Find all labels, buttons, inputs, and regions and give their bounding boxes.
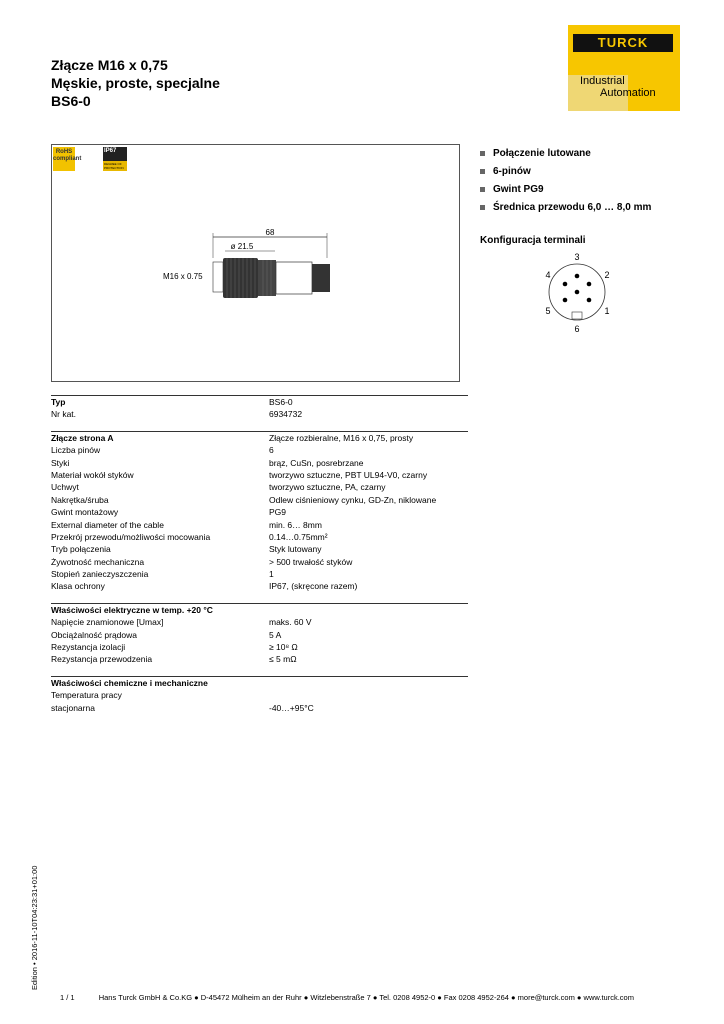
spec-value: brąz, CuSn, posrebrzane: [269, 457, 364, 468]
pin-label-4: 4: [545, 270, 551, 280]
spec-key: Stopień zanieczyszczenia: [51, 569, 149, 580]
spec-value: Styk lutowany: [269, 544, 322, 555]
bullet-icon: [480, 205, 485, 210]
spec-value: Odlew ciśnieniowy cynku, GD-Zn, niklowane: [269, 494, 437, 505]
spec-row: [51, 543, 468, 555]
spec-row: [51, 616, 468, 628]
feature-text: Średnica przewodu 6,0 … 8,0 mm: [493, 201, 652, 213]
spec-value: [269, 604, 468, 616]
spec-value: tworzywo sztuczne, PA, czarny: [269, 482, 386, 493]
spec-row: [51, 556, 468, 568]
logo-tagline: [580, 75, 656, 99]
spec-row: [51, 408, 468, 420]
spec-row: [51, 653, 468, 665]
spec-key: Nakrętka/śruba: [51, 494, 109, 505]
feature-text: Połączenie lutowane: [493, 147, 591, 159]
spec-value: [269, 689, 468, 701]
spec-row: [51, 432, 468, 444]
company-address: Hans Turck GmbH & Co.KG ● D-45472 Mülheim an der Ruhr ● Witzlebenstraße 7 ● Tel. 0208 4952-0 ● Fax 0208 4952-264 ● more@turck.com ● www.turck.com: [98, 993, 634, 1002]
feature-text: 6-pinów: [493, 165, 531, 177]
spec-key: Właściwości elektryczne w temp. +20 °C: [51, 604, 213, 615]
spec-value: 1: [269, 569, 274, 580]
pin-label-3: 3: [574, 252, 580, 262]
spec-key: Napięcie znamionowe [Umax]: [51, 617, 164, 628]
rohs-sub: compliant: [53, 156, 82, 162]
spec-key: Temperatura pracy: [51, 690, 122, 701]
spec-value: PG9: [269, 507, 287, 518]
connector-drawing: [155, 228, 350, 308]
feature-text: Gwint PG9: [493, 183, 544, 195]
title-line-3: BS6-0: [51, 93, 91, 109]
rohs-badge: [53, 147, 82, 171]
spec-row: [51, 641, 468, 653]
spec-row: [51, 506, 468, 518]
pin-label-1: 1: [604, 306, 610, 316]
spec-key: Uchwyt: [51, 482, 79, 493]
pin-diagram: [535, 250, 615, 340]
spec-row: [51, 677, 468, 689]
spec-value: ≥ 10⁸ Ω: [269, 642, 298, 653]
spec-value: Złącze rozbieralne, M16 x 0,75, prosty: [269, 432, 414, 443]
page-number: 1 / 1: [60, 993, 75, 1002]
spec-key: Właściwości chemiczne i mechaniczne: [51, 677, 208, 688]
spec-row: [51, 568, 468, 580]
feature-item: [480, 162, 651, 180]
feature-item: [480, 198, 651, 216]
spec-value: ≤ 5 mΩ: [269, 654, 297, 665]
pin-label-6: 6: [574, 324, 580, 334]
spec-table: [51, 395, 468, 724]
spec-value: tworzywo sztuczne, PBT UL94-V0, czarny: [269, 469, 428, 480]
pin-label-5: 5: [545, 306, 551, 316]
ip67-badge: [103, 147, 127, 171]
spec-key: Złącze strona A: [51, 432, 114, 443]
feature-list: [480, 144, 651, 216]
spec-key: External diameter of the cable: [51, 519, 164, 530]
spec-value: min. 6… 8mm: [269, 519, 322, 530]
spec-row: [51, 469, 468, 481]
spec-section: [51, 676, 468, 714]
spec-key: Gwint montażowy: [51, 507, 119, 518]
spec-row: [51, 396, 468, 408]
logo-line-1: Industrial: [580, 75, 625, 87]
ip-title: IP67: [104, 148, 117, 154]
spec-key: Liczba pinów: [51, 445, 101, 456]
rohs-title: RoHS: [55, 149, 73, 155]
spec-row: [51, 519, 468, 531]
spec-row: [51, 629, 468, 641]
page-footer: [60, 993, 634, 1002]
dim-thread: M16 x 0.75: [163, 272, 203, 281]
spec-row: [51, 580, 468, 592]
spec-value: 0.14…0.75mm²: [269, 531, 328, 542]
spec-key: Typ: [51, 397, 66, 407]
spec-key: Klasa ochrony: [51, 581, 105, 592]
title-line-1: Złącze M16 x 0,75: [51, 57, 168, 73]
title-line-2: Męskie, proste, specjalne: [51, 75, 220, 91]
bullet-icon: [480, 187, 485, 192]
spec-value: IP67, (skręcone razem): [269, 581, 358, 592]
spec-row: [51, 444, 468, 456]
spec-key: Rezystancja przewodzenia: [51, 654, 153, 665]
spec-value: > 500 trwałość styków: [269, 556, 353, 567]
bullet-icon: [480, 169, 485, 174]
pin-label-2: 2: [604, 270, 610, 280]
spec-key: Przekrój przewodu/możliwości mocowania: [51, 531, 211, 542]
spec-value: 5 A: [269, 629, 282, 640]
spec-value: -40…+95°C: [269, 702, 314, 713]
spec-key: Styki: [51, 457, 70, 468]
spec-key: Tryb połączenia: [51, 544, 111, 555]
ip-sub: DEGREE OF PROTECTION: [103, 161, 127, 171]
spec-key: Nr kat.: [51, 409, 77, 420]
spec-row: [51, 702, 468, 714]
spec-value: BS6-0: [269, 397, 293, 407]
spec-key: Materiał wokół styków: [51, 469, 134, 480]
spec-row: [51, 481, 468, 493]
spec-key: Żywotność mechaniczna: [51, 556, 145, 567]
spec-section: [51, 603, 468, 666]
feature-item: [480, 180, 651, 198]
spec-row: [51, 494, 468, 506]
spec-key: stacjonarna: [51, 702, 95, 713]
dim-length: 68: [265, 228, 275, 237]
logo-brand: TURCK: [573, 34, 673, 52]
edition-stamp: Edition • 2016-11-10T04:23:31+01:00: [30, 865, 39, 990]
spec-row: [51, 604, 468, 616]
spec-row: [51, 531, 468, 543]
page-title: [51, 56, 220, 110]
spec-value: 6: [269, 445, 274, 456]
spec-value: maks. 60 V: [269, 617, 312, 628]
bullet-icon: [480, 151, 485, 156]
dim-diameter: ø 21.5: [230, 242, 254, 251]
spec-key: Rezystancja izolacji: [51, 642, 126, 653]
spec-section: [51, 431, 468, 593]
spec-section: [51, 395, 468, 421]
feature-item: [480, 144, 651, 162]
spec-value: [269, 677, 468, 689]
pin-config-title: Konfiguracja terminali: [480, 235, 586, 246]
spec-value: 6934732: [269, 409, 303, 420]
logo-line-2: Automation: [600, 87, 656, 99]
spec-row: [51, 457, 468, 469]
spec-row: [51, 689, 468, 701]
spec-key: Obciążalność prądowa: [51, 629, 137, 640]
